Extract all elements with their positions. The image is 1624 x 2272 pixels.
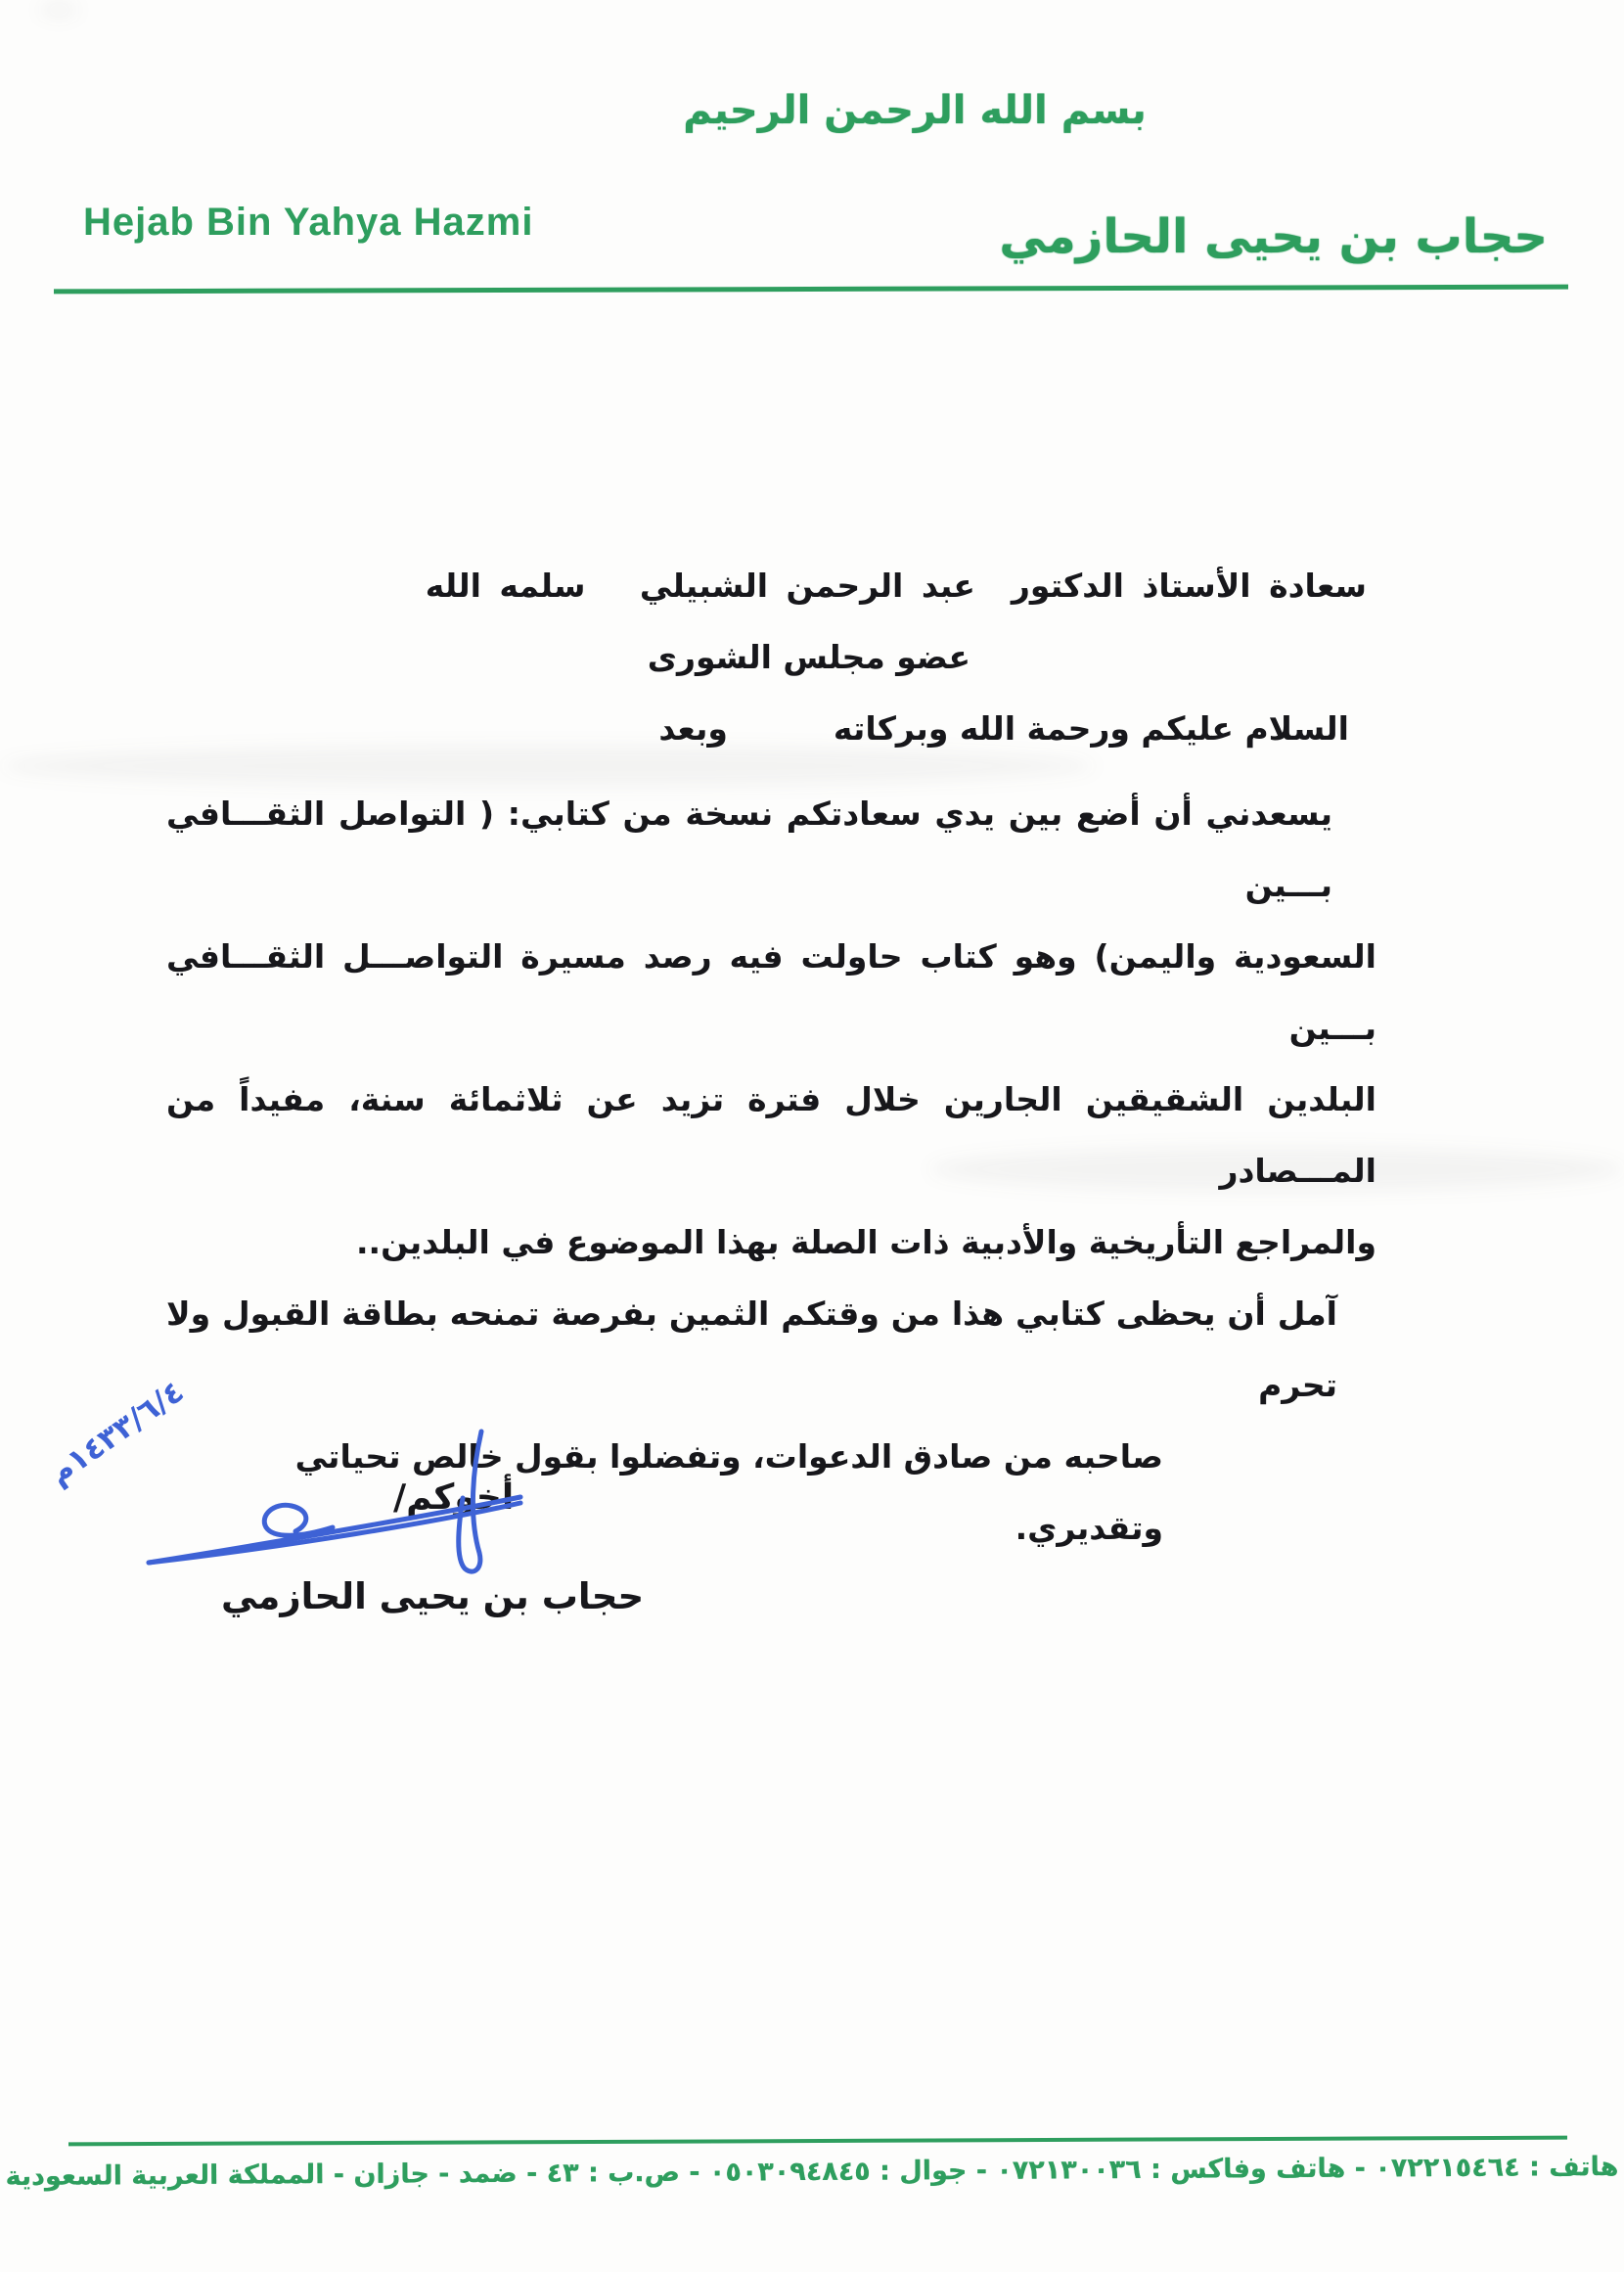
greeting-line xyxy=(166,693,1376,764)
signature-name: حجاب بن يحيى الحازمي xyxy=(221,1575,645,1617)
greeting-text: السلام عليكم ورحمة الله وبركاته xyxy=(833,709,1349,748)
closing-label: أخوكم/ xyxy=(393,1477,515,1518)
signature-stroke xyxy=(149,1497,520,1563)
signature-stroke xyxy=(264,1505,333,1535)
body-line: آمل أن يحظى كتابي هذا من وقتكم الثمين بفرصة تمنحه بطاقة القبول ولا تحرم xyxy=(166,1295,1337,1404)
recipient-line: سعادة الأستاذ الدكتور عبد الرحمن الشبيلي سلمه الله xyxy=(425,567,1367,605)
scan-smudge xyxy=(39,2,78,18)
body-line: السعودية واليمن) وهو كتاب حاولت فيه رصد مسيرة التواصـــل الثقـــافي بـــين xyxy=(166,937,1376,1047)
body-line: صاحبه من صادق الدعوات، وتفضلوا بقول خالص تحياتي وتقديري. xyxy=(294,1437,1163,1547)
greeting-followup: وبعد xyxy=(658,709,728,748)
recipient-title: عضو مجلس الشورى xyxy=(647,638,970,676)
signature-stroke xyxy=(459,1431,481,1571)
body-line: يسعدني أن أضع بين يدي سعادتكم نسخة من كتابي: ( التواصل الثقـــافي بـــين xyxy=(166,795,1332,904)
footer-divider-line xyxy=(68,2136,1567,2147)
body-line: البلدين الشقيقين الجارين خلال فترة تزيد عن ثلاثمائة سنة، مفيداً من المـــصادر xyxy=(166,1080,1376,1190)
header-divider-line xyxy=(54,285,1568,295)
bismillah-calligraphy: بسم الله الرحمن الرحيم xyxy=(683,88,1147,133)
footer-contact-line: هاتف : ٠٧٢٢١٥٤٦٤ - هاتف وفاكس : ٠٧٢١٣٠٠٣٦ - جوال : ٠٥٠٣٠٩٤٨٤٥ - ص.ب : ٤٣ - ضمد - جازان - المملكة العربية السعودية xyxy=(5,2151,1619,2193)
body-line: والمراجع التأريخية والأدبية ذات الصلة بهذا الموضوع في البلدين.. xyxy=(356,1223,1376,1261)
letterhead-name-arabic: حجاب بن يحيى الحازمي xyxy=(999,209,1548,264)
letterhead-name-latin: Hejab Bin Yahya Hazmi xyxy=(83,201,534,244)
handwritten-date: م١٤٣٣/٦/٤ xyxy=(42,1374,191,1492)
